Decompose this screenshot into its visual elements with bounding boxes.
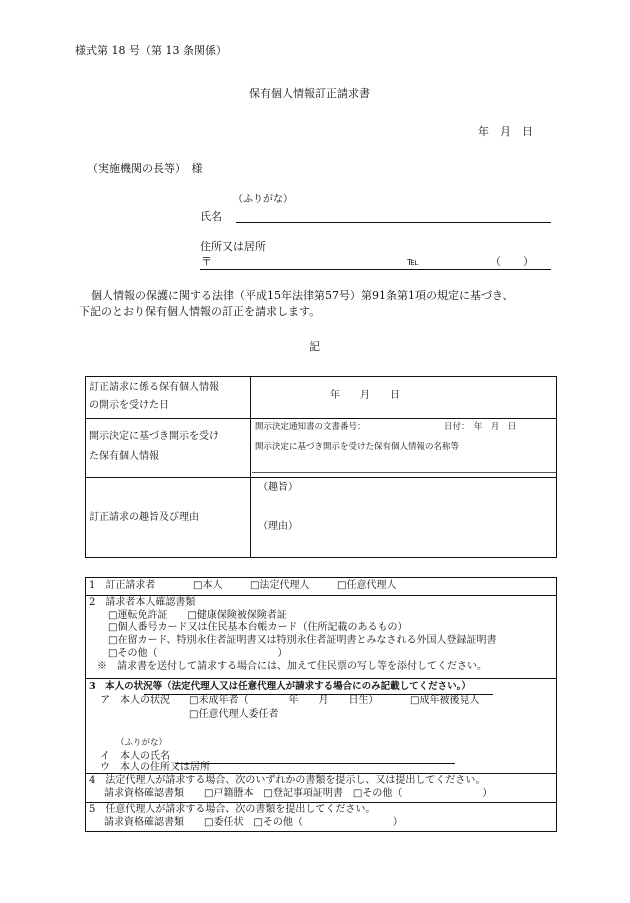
correction-purpose-reason-label: 訂正請求の趣旨及び理由: [89, 512, 199, 523]
form-number: 様式第 18 号（第 13 条関係）: [75, 44, 227, 57]
purpose-field[interactable]: （趣旨）: [258, 482, 298, 493]
principal-status-title: 3 本人の状況等（法定代理人又は任意代理人が請求する場合にのみ記載してください。）: [89, 681, 471, 692]
notice-date[interactable]: 日付： 年 月 日: [444, 422, 517, 432]
name-label: 氏名: [200, 210, 222, 223]
postal-mark: 〒: [201, 255, 212, 268]
principal-name-label: イ 本人の氏名: [100, 751, 170, 762]
identity-docs-number-card[interactable]: □個人番号カード又は住民基本台帳カード（住所記載のあるもの）: [108, 622, 408, 633]
requester-self-checkbox[interactable]: □本人: [193, 580, 223, 591]
legal-agent-docs-options[interactable]: 請求資格確認書類 □戸籍謄本 □登記事項証明書 □その他（ ）: [104, 788, 493, 799]
ki-heading: 記: [309, 340, 320, 353]
submission-date: 年 月 日: [478, 125, 533, 138]
legal-agent-docs-title: 4 法定代理人が請求する場合、次のいずれかの書類を提示し、又は提出してください。: [89, 775, 486, 786]
disclosed-info-label-1: 開示決定に基づき開示を受け: [89, 431, 219, 442]
name-field-line[interactable]: [236, 222, 551, 223]
requester-legal-agent-checkbox[interactable]: □法定代理人: [250, 580, 310, 591]
disclosure-date-value[interactable]: 年 月 日: [330, 390, 400, 401]
name-furigana-label: （ふりがな）: [233, 194, 293, 205]
notice-document-number[interactable]: 開示決定通知書の文書番号：: [255, 422, 366, 432]
requester-type-label: 1 訂正請求者: [89, 580, 156, 591]
address-field-line[interactable]: [200, 269, 551, 270]
disclosure-date-label-1: 訂正請求に係る保有個人情報: [89, 382, 219, 393]
address-label: 住所又は居所: [200, 240, 266, 253]
identity-documents-title: 2 請求者本人確認書類: [89, 597, 196, 608]
requester-voluntary-agent-checkbox[interactable]: □任意代理人: [337, 580, 397, 591]
reason-field[interactable]: （理由）: [258, 521, 298, 532]
identity-docs-other[interactable]: □その他（ ）: [108, 648, 288, 659]
disclosed-info-label-2: た保有個人情報: [89, 451, 159, 462]
principal-furigana-label: （ふりがな）: [116, 738, 168, 748]
principal-delegator-checkbox[interactable]: □任意代理人委任者: [189, 709, 279, 720]
disclosure-date-label-2: の開示を受けた日: [89, 400, 169, 411]
voluntary-agent-docs-options[interactable]: 請求資格確認書類 □委任状 □その他（ ）: [104, 817, 403, 828]
form-title: 保有個人情報訂正請求書: [249, 87, 370, 100]
intro-line-2: 下記のとおり保有個人情報の訂正を請求します。: [79, 305, 321, 318]
tel-mark: ℡: [407, 255, 419, 268]
identity-docs-residence-card[interactable]: □在留カード、特別永住者証明書又は特別永住者証明書とみなされる外国人登録証明書: [108, 635, 497, 646]
principal-minor-checkbox[interactable]: □未成年者（ 年 月 日生）: [189, 695, 379, 706]
voluntary-agent-docs-title: 5 任意代理人が請求する場合、次の書類を提出してください。: [89, 804, 376, 815]
tel-area-code: （ ）: [490, 255, 534, 268]
intro-line-1: 個人情報の保護に関する法律（平成15年法律第57号）第91条第1項の規定に基づき、: [91, 289, 514, 302]
principal-status-label: ア 本人の状況: [100, 695, 170, 706]
addressee: （実施機関の長等） 様: [87, 162, 203, 175]
principal-address-label: ウ 本人の住所又は居所: [100, 762, 210, 773]
disclosed-info-name[interactable]: 開示決定に基づき開示を受けた保有個人情報の名称等: [255, 442, 460, 452]
mail-request-note: ※ 請求書を送付して請求する場合には、加えて住民票の写し等を添付してください。: [97, 661, 487, 672]
identity-docs-license-insurance[interactable]: □運転免許証 □健康保険被保険者証: [108, 610, 287, 621]
principal-adult-ward-checkbox[interactable]: □成年被後見人: [410, 695, 480, 706]
principal-name-line[interactable]: [175, 763, 455, 764]
